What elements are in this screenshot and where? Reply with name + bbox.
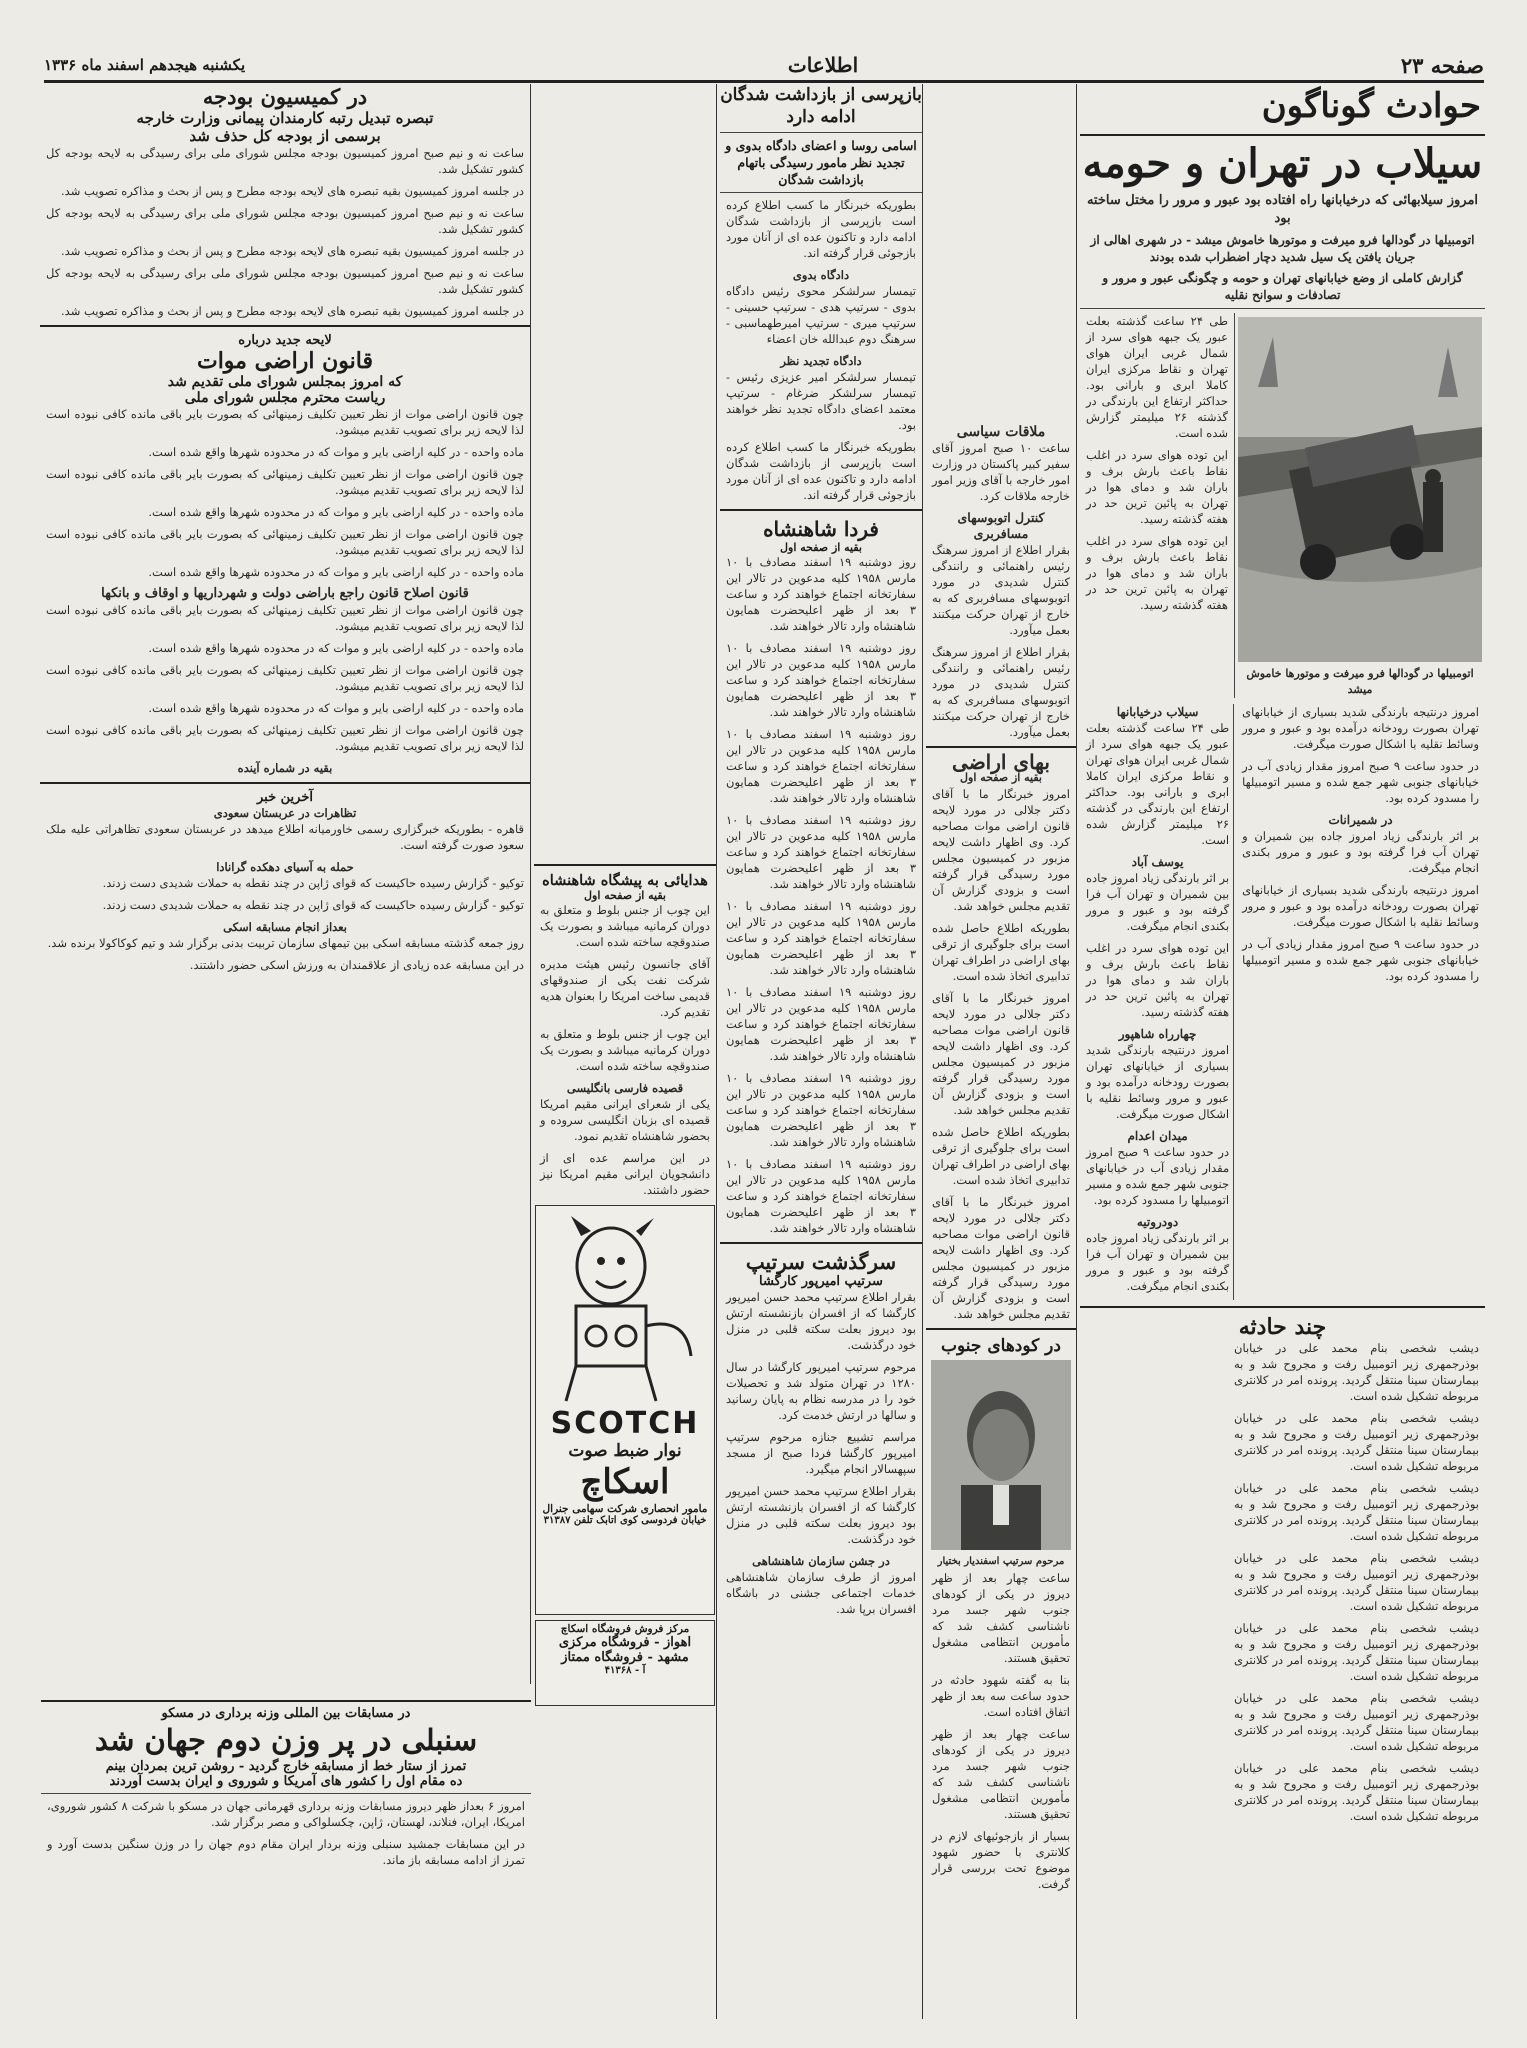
sub-meydan: میدان اعدام [1127, 1129, 1188, 1143]
law-body-11: چون قانون اراضی موات از نظر تعیین تکلیف زمینهائی که بصورت بایر باقی مانده کافی نبوده است لذا لایحه زیر برای تصویب تقدیم میشود. [46, 723, 524, 753]
law-body-8: ماده واحده - در کلیه اراضی بایر و موات که در محدوده شهرها واقع شده است. [148, 641, 524, 655]
shah-box-body-7: روز دوشنبه ۱۹ اسفند مصادف با ۱۰ مارس ۱۹۵۸ کلیه مدعوین در تالار این سفارتخانه اجتماع خواهند کرد و ساعت ۳ بعد از ظهر اعلیحضرت همایون شاهنشاه وارد تالار خواهند شد. [726, 1071, 916, 1149]
box3-body-5: امروز خبرنگار ما با آقای دکتر جلالی در مورد لایحه قانون اراضی موات مصاحبه کرد. وی اظهار داشت لایحه مزبور در کمیسیون مجلس مورد رسیدگی قرار گرفته است و بزودی گزارش آن تقدیم مجلس خواهد شد. [932, 1195, 1070, 1321]
flood-subhead-2: اتومبیلها در گودالها فرو میرفت و موتورها خاموش میشد - در شهری اهالی از جریان یافتن یک سیل شدید دچار اضطراب شده بودند [1090, 233, 1475, 264]
section-title: حوادث گوناگون [1261, 86, 1481, 126]
accident-body-6: دیشب شخصی بنام محمد علی در خیابان بوذرجمهری زیر اتومبیل رفت و مجروح شد و به بیمارستان سینا منتقل گردید. پرونده امر در کلانتری مربوطه تشکیل شده است. [1234, 1691, 1479, 1753]
box3-title: بهای اراضی [952, 750, 1050, 774]
scotch-ad [535, 1205, 715, 1615]
portrait-image [931, 1360, 1071, 1550]
gift-body-3: این چوب از جنس بلوط و متعلق به دوران کرمانیه میباشد و بصورت یک صندوقچه ساخته شده است. [540, 1027, 710, 1073]
box3-sub: بقیه از صفحه اول [960, 771, 1042, 784]
flood-body-1: طی ۲۴ ساعت گذشته بعلت عبور یک جبهه هوای سرد از شمال غربی ایران هوای تهران و نقاط مرکزی ایران کاملا ابری و بارانی بود. حداکثر ارتفاع این بارندگی در گذشته ۲۶ میلیمتر گزارش شده است. [1086, 314, 1228, 440]
sports-body-2: در این مسابقات جمشید سنبلی وزنه بردار ایران مقام دوم جهان را در وزن سنگین بدست آورد و تمرز از ادامه مسابقه باز ماند. [47, 1837, 525, 1867]
law-subhead-2: ریاست محترم مجلس شورای ملی [184, 390, 386, 406]
shah-box-body-6: روز دوشنبه ۱۹ اسفند مصادف با ۱۰ مارس ۱۹۵۸ کلیه مدعوین در تالار این سفارتخانه اجتماع خواهند کرد و ساعت ۳ بعد از ظهر اعلیحضرت همایون شاهنشاه وارد تالار خواهند شد. [726, 985, 916, 1063]
general-box-title: سرگذشت سرتیپ [745, 1250, 897, 1274]
column-2 [926, 84, 1077, 2019]
budget-subhead: تبصره تبدیل رتبه کارمندان پیمانی وزارت خارجه [136, 109, 434, 127]
ad-line-4: خیابان فردوسی کوی اتابک تلفن ۳۱۳۸۷ [543, 1515, 707, 1526]
news-body-3: روز جمعه گذشته مسابقه اسکی بین تیمهای سازمان تربیت بدنی برگزار شد و تیم کوکاکولا برنده شد. [47, 936, 524, 950]
box3-body-2: بطوریکه اطلاع حاصل شده است برای جلوگیری از ترقی بهای اراضی در اطراف تهران تدابیری اتخاذ شده است. [932, 921, 1070, 983]
budget-body-3: ساعت نه و نیم صبح امروز کمیسیون بودجه مجلس شورای ملی برای رسیدگی به لایحه بودجه کل کشور تشکیل شد. [46, 206, 524, 236]
ad-line-1: نوار ضبط صوت [568, 1441, 682, 1461]
news-sub-1: تظاهرات در عربستان سعودی [213, 806, 357, 820]
ad-code: آ - ۴۱۳۶۸ [604, 1665, 646, 1676]
news-body-2b: توکیو - گزارش رسیده حاکیست که قوای ژاپن در چند نقطه به حملات شدیدی دست زدند. [102, 898, 524, 912]
budget-subhead-2: برسمی از بودجه کل حذف شد [189, 127, 381, 145]
law-body-4: ماده واحده - در کلیه اراضی بایر و موات که در محدوده شهرها واقع شده است. [148, 505, 524, 519]
law-body-3-title: قانون اصلاح قانون راجع باراضی دولت و شهرداریها و اوقاف و بانکها [101, 586, 469, 601]
general-body-3: مراسم تشییع جنازه مرحوم سرتیپ امیرپور کارگشا فردا صبح از مسجد سپهسالار انجام میگیرد. [726, 1430, 916, 1476]
box1-title: ملاقات سیاسی [956, 424, 1046, 440]
general-body-4: بقرار اطلاع سرتیپ محمد حسن امیرپور کارگشا که از افسران بازنشسته ارتش بود دیروز بعلت سکته قلبی در منزل خود درگذشت. [726, 1484, 916, 1546]
flood-body-3c: امروز درنتیجه بارندگی شدید بسیاری از خیابانهای تهران بصورت رودخانه درآمده بود و عبور و مرور وسائط نقلیه با اشکال صورت میگرفت. [1086, 1043, 1230, 1121]
law-body-5: چون قانون اراضی موات از نظر تعیین تکلیف زمینهائی که بصورت بایر باقی مانده کافی نبوده است لذا لایحه زیر برای تصویب تقدیم میشود. [46, 527, 524, 557]
sub-chaharrah: چهارراه شاهپور [1118, 1027, 1197, 1041]
ad-line-6: اهواز - فروشگاه مرکزی [558, 1635, 692, 1650]
law-body-1: چون قانون اراضی موات از نظر تعیین تکلیف زمینهائی که بصورت بایر باقی مانده کافی نبوده است لذا لایحه زیر برای تصویب تقدیم میشود. [46, 407, 524, 437]
sub-yusefabad: یوسف آباد [1131, 855, 1184, 869]
column-4 [534, 84, 717, 2019]
shah-box-body-5: روز دوشنبه ۱۹ اسفند مصادف با ۱۰ مارس ۱۹۵۸ کلیه مدعوین در تالار این سفارتخانه اجتماع خواهند کرد و ساعت ۳ بعد از ظهر اعلیحضرت همایون شاهنشاه وارد تالار خواهند شد. [726, 899, 916, 977]
box4-title: در کودهای جنوب [941, 1336, 1061, 1356]
sports-headline: سنبلی در پر وزن دوم جهان شد [94, 1723, 478, 1757]
shah-box-body-2: روز دوشنبه ۱۹ اسفند مصادف با ۱۰ مارس ۱۹۵۸ کلیه مدعوین در تالار این سفارتخانه اجتماع خواهند کرد و ساعت ۳ بعد از ظهر اعلیحضرت همایون شاهنشاه وارد تالار خواهند شد. [726, 641, 916, 719]
flood-body-2: این توده هوای سرد در اغلب نقاط باعث بارش برف و باران شد و دمای هوا در تهران به پائین ترین حد در هفته گذشته رسید. [1086, 448, 1228, 526]
budget-body-1: ساعت نه و نیم صبح امروز کمیسیون بودجه مجلس شورای ملی برای رسیدگی به لایحه بودجه کل کشور تشکیل شد. [46, 146, 524, 176]
box4-caption: مرحوم سرتیپ اسفندیار بختیار [937, 1556, 1065, 1567]
sub-rain: سیلاب درخیابانها [1116, 705, 1199, 719]
sports-body-1: امروز ۶ بعداز ظهر دیروز مسابقات وزنه برداری قهرمانی جهان در مسکو با شرکت ۸ کشور شوروی، امریکا، ایران، فنلاند، لهستان، ژاپن، چکسلواکی و مصر برگزار شد. [47, 1799, 525, 1829]
accident-body-7: دیشب شخصی بنام محمد علی در خیابان بوذرجمهری زیر اتومبیل رفت و مجروح شد و به بیمارستان سینا منتقل گردید. پرونده امر در کلانتری مربوطه تشکیل شده است. [1234, 1761, 1479, 1823]
portrait-photo [931, 1360, 1071, 1550]
paper-name: اطلاعات [787, 53, 859, 77]
date-line: یکشنبه هیجدهم اسفند ماه ۱۳۳۶ [44, 56, 246, 74]
law-body-9: چون قانون اراضی موات از نظر تعیین تکلیف زمینهائی که بصورت بایر باقی مانده کافی نبوده است لذا لایحه زیر برای تصویب تقدیم میشود. [46, 663, 524, 693]
masthead [44, 50, 1484, 83]
flood-body-2b: این توده هوای سرد در اغلب نقاط باعث بارش برف و باران شد و دمای هوا در تهران به پائین ترین حد در هفته گذشته رسید. [1086, 534, 1228, 612]
shah-box-body: روز دوشنبه ۱۹ اسفند مصادف با ۱۰ مارس ۱۹۵۸ کلیه مدعوین در تالار این سفارتخانه اجتماع خواهند کرد و ساعت ۳ بعد از ظهر اعلیحضرت همایون شاهنشاه وارد تالار خواهند شد. [726, 555, 916, 633]
news-body-2: توکیو - گزارش رسیده حاکیست که قوای ژاپن در چند نقطه به حملات شدیدی دست زدند. [102, 876, 524, 890]
law-body-2: ماده واحده - در کلیه اراضی بایر و موات که در محدوده شهرها واقع شده است. [148, 445, 524, 459]
arrest-subhead: اسامی روسا و اعضای دادگاه بدوی و تجدید نظر مامور رسیدگی باتهام بازداشت شدگان [725, 138, 917, 187]
ad-line-5: مرکز فروش فروشگاه اسکاچ [560, 1623, 690, 1635]
sports-sub-2: ده مقام اول را کشور های آمریکا و شوروی و ایران بدست آوردند [109, 1774, 463, 1789]
budget-headline: در کمیسیون بودجه [202, 84, 368, 109]
flood-body-2c: این توده هوای سرد در اغلب نقاط باعث بارش برف و باران شد و دمای هوا در تهران به پائین ترین حد در هفته گذشته رسید. [1086, 941, 1230, 1019]
news-body-1: قاهره - بطوریکه خبرگزاری رسمی خاورمیانه اطلاع میدهد در عربستان سعودی تظاهراتی علیه ملک سعود صورت گرفته است. [46, 822, 524, 852]
ad-line-2: اسکاچ [580, 1462, 670, 1502]
sub-farsi: قصیده فارسی بانگلیسی [566, 1081, 684, 1095]
box5-body: بسیار از بازجوئیهای لازم در کلانتری با حضور شهود موضوع تحت بررسی قرار گرفت. [932, 1829, 1070, 1891]
farsi-body: یکی از شعرای ایرانی مقیم امریکا قصیده ای بزبان انگلیسی سروده و بحضور شاهنشاه تقدیم نمود. [540, 1097, 710, 1143]
gift-body-1: این چوب از جنس بلوط و متعلق به دوران کرمانیه میباشد و بصورت یک صندوقچه ساخته شده است. [540, 903, 710, 949]
general-box-sub: سرتیپ امیرپور کارگشا [759, 1274, 883, 1289]
box3-body: امروز خبرنگار ما با آقای دکتر جلالی در مورد لایحه قانون اراضی موات مصاحبه کرد. وی اظهار داشت لایحه مزبور در کمیسیون مجلس مورد رسیدگی قرار گرفته است و بزودی گزارش آن تقدیم مجلس خواهد شد. [932, 787, 1070, 913]
gift-box-title: هدایائی به پیشگاه شاهنشاه [542, 872, 708, 889]
box3-body-4: بطوریکه اطلاع حاصل شده است برای جلوگیری از ترقی بهای اراضی در اطراف تهران تدابیری اتخاذ شده است. [932, 1125, 1070, 1187]
flood-body-4: در حدود ساعت ۹ صبح امروز مقدار زیادی آب در خیابانهای جنوبی شهر جمع شده و مسیر اتومبیلها را مسدود کرده بود. [1242, 759, 1479, 805]
law-body-3: چون قانون اراضی موات از نظر تعیین تکلیف زمینهائی که بصورت بایر باقی مانده کافی نبوده است لذا لایحه زیر برای تصویب تقدیم میشود. [46, 467, 524, 497]
flood-headline: سیلاب در تهران و حومه [1082, 140, 1483, 187]
farsi-body-2: در این مراسم عده ای از دانشجویان ایرانی مقیم امریکا نیز حضور داشتند. [540, 1151, 710, 1197]
accident-body-3: دیشب شخصی بنام محمد علی در خیابان بوذرجمهری زیر اتومبیل رفت و مجروح شد و به بیمارستان سینا منتقل گردید. پرونده امر در کلانتری مربوطه تشکیل شده است. [1234, 1481, 1479, 1543]
flood-body-4c: در حدود ساعت ۹ صبح امروز مقدار زیادی آب در خیابانهای جنوبی شهر جمع شده و مسیر اتومبیلها را مسدود کرده بود. [1086, 1145, 1230, 1207]
shahanshah-body: امروز از طرف سازمان شاهنشاهی خدمات اجتماعی جشنی در باشگاه افسران برپا شد. [726, 1570, 916, 1616]
sports-title: در مسابقات بین المللی وزنه برداری در مسکو [161, 1706, 411, 1721]
column-budget [40, 84, 531, 1684]
accident-body-4: دیشب شخصی بنام محمد علی در خیابان بوذرجمهری زیر اتومبیل رفت و مجروح شد و به بیمارستان سینا منتقل گردید. پرونده امر در کلانتری مربوطه تشکیل شده است. [1234, 1551, 1479, 1613]
shah-box-title: فردا شاهنشاه [763, 517, 879, 541]
flood-body-5b: بر اثر بارندگی زیاد امروز جاده بین شمیران و تهران آب فرا گرفته بود و عبور و مرور بکندی انجام میگرفت. [1086, 871, 1230, 933]
accident-body-5: دیشب شخصی بنام محمد علی در خیابان بوذرجمهری زیر اتومبیل رفت و مجروح شد و به بیمارستان سینا منتقل گردید. پرونده امر در کلانتری مربوطه تشکیل شده است. [1234, 1621, 1479, 1683]
law-body-6: ماده واحده - در کلیه اراضی بایر و موات که در محدوده شهرها واقع شده است. [148, 565, 524, 579]
flood-body-3b: امروز درنتیجه بارندگی شدید بسیاری از خیابانهای تهران بصورت رودخانه درآمده بود و عبور و مرور وسائط نقلیه با اشکال صورت میگرفت. [1242, 883, 1479, 929]
shah-box-body-4: روز دوشنبه ۱۹ اسفند مصادف با ۱۰ مارس ۱۹۵۸ کلیه مدعوین در تالار این سفارتخانه اجتماع خواهند کرد و ساعت ۳ بعد از ظهر اعلیحضرت همایون شاهنشاه وارد تالار خواهند شد. [726, 813, 916, 891]
sub-shahanshah: در جشن سازمان شاهنشاهی [752, 1554, 890, 1568]
column-flood [1080, 84, 1485, 2019]
gift-box-sub: بقیه از صفحه اول [584, 889, 666, 902]
flood-body-1b: طی ۲۴ ساعت گذشته بعلت عبور یک جبهه هوای سرد از شمال غربی ایران هوای تهران و نقاط مرکزی ایران کاملا ابری و بارانی بود. حداکثر ارتفاع این بارندگی در گذشته ۲۶ میلیمتر گزارش شده است. [1086, 721, 1230, 847]
box3-body-3: امروز خبرنگار ما با آقای دکتر جلالی در مورد لایحه قانون اراضی موات مصاحبه کرد. وی اظهار داشت لایحه مزبور در کمیسیون مجلس مورد رسیدگی قرار گرفته است و بزودی گزارش آن تقدیم مجلس خواهد شد. [932, 991, 1070, 1117]
general-body-1: بقرار اطلاع سرتیپ محمد حسن امیرپور کارگشا که از افسران بازنشسته ارتش بود دیروز بعلت سکته قلبی در منزل خود درگذشت. [726, 1290, 916, 1352]
shah-box-body-3: روز دوشنبه ۱۹ اسفند مصادف با ۱۰ مارس ۱۹۵۸ کلیه مدعوین در تالار این سفارتخانه اجتماع خواهند کرد و ساعت ۳ بعد از ظهر اعلیحضرت همایون شاهنشاه وارد تالار خواهند شد. [726, 727, 916, 805]
page-number: صفحه ۲۳ [1400, 52, 1484, 78]
ad-line-7: مشهد - فروشگاه ممتاز [561, 1650, 689, 1665]
news-sub-3: بعداز انجام مسابقه اسکی [223, 920, 347, 934]
news-title: آخرین خبر [257, 790, 313, 805]
flood-photo-image [1238, 317, 1482, 662]
flood-subhead-3: گزارش کاملی از وضع خیابانهای تهران و حومه و چگونگی عبور و مرور و تصادفات و سوانح نقلیه [1102, 271, 1463, 302]
box4-body: ساعت چهار بعد از ظهر دیروز در یکی از کودهای جنوب شهر جسد مرد ناشناسی کشف شد که مأمورین انتظامی مشغول تحقیق هستند. [932, 1571, 1070, 1665]
budget-body-2: در جلسه امروز کمیسیون بقیه تبصره های لایحه بودجه مطرح و پس از بحث و مذاکره تصویب شد. [61, 184, 524, 198]
law-headline: قانون اراضی موات [196, 348, 374, 374]
news-sub-2: حمله به آسیای دهکده گرانادا [216, 860, 354, 874]
flood-photo [1238, 317, 1482, 662]
box4-body-2: بنا به گفته شهود حادثه در حدود ساعت سه بعد از ظهر اتفاق افتاده است. [932, 1673, 1070, 1719]
column-3 [720, 84, 923, 2019]
sub-tajdid: دادگاه تجدید نظر [780, 354, 862, 368]
chand-hadese-title: چند حادثه [1238, 1314, 1327, 1340]
law-body-7: چون قانون اراضی موات از نظر تعیین تکلیف زمینهائی که بصورت بایر باقی مانده کافی نبوده است لذا لایحه زیر برای تصویب تقدیم میشود. [46, 603, 524, 633]
sports-box [41, 1700, 531, 1972]
arrest-body-1: بطوریکه خبرنگار ما کسب اطلاع کرده است بازپرسی از بازداشت شدگان ادامه دارد و تاکنون عده ای از آنان مورد بازجوئی قرار گرفته اند. [726, 198, 916, 260]
box2-body-2: بقرار اطلاع از امروز سرهنگ رئیس راهنمائی و رانندگی کنترل شدیدی در مورد اتوبوسهای مسافربری که به خارج از تهران حرکت میکنند بعمل میآورد. [932, 645, 1070, 739]
shah-box-body-8: روز دوشنبه ۱۹ اسفند مصادف با ۱۰ مارس ۱۹۵۸ کلیه مدعوین در تالار این سفارتخانه اجتماع خواهند کرد و ساعت ۳ بعد از ظهر اعلیحضرت همایون شاهنشاه وارد تالار خواهند شد. [726, 1157, 916, 1235]
flood-subhead-1: امروز سیلابهائی که درخیابانها راه افتاده بود عبور و مرور را مختل ساخته بود [1086, 193, 1479, 226]
law-note: بقیه در شماره آینده [237, 761, 333, 775]
flood-body-4b: در حدود ساعت ۹ صبح امروز مقدار زیادی آب در خیابانهای جنوبی شهر جمع شده و مسیر اتومبیلها را مسدود کرده بود. [1242, 937, 1479, 983]
flood-body-3: امروز درنتیجه بارندگی شدید بسیاری از خیابانهای تهران بصورت رودخانه درآمده بود و عبور و مرور وسائط نقلیه با اشکال صورت میگرفت. [1242, 705, 1479, 751]
arrest-body-3: تیمسار سرلشکر امیر عزیزی رئیس - تیمسار سرلشکر ضرغام - سرتیپ معتمد اعضای دادگاه تجدید نظر خواهند بود. [726, 370, 916, 432]
flood-body-5: بر اثر بارندگی زیاد امروز جاده بین شمیران و تهران آب فرا گرفته بود و عبور و مرور بکندی انجام میگرفت. [1242, 829, 1479, 875]
shah-box-sub: بقیه از صفحه اول [780, 541, 862, 554]
gift-body-2: آقای جانسون رئیس هیئت مدیره شرکت نفت یکی از صندوقهای قدیمی ساخت امریکا را بعنوان هدیه تقدیم کرد. [540, 957, 710, 1019]
box2-title: کنترل اتوبوسهای مسافربری [957, 510, 1045, 541]
scotch-ad-stores [535, 1620, 715, 1706]
ad-line-3: مامور انحصاری شرکت سهامی جنرال [542, 1503, 708, 1515]
law-subhead: که امروز بمجلس شورای ملی تقدیم شد [167, 374, 403, 390]
scotch-ad-illustration [536, 1206, 714, 1406]
box4-body-3: ساعت چهار بعد از ظهر دیروز در یکی از کودهای جنوب شهر جسد مرد ناشناسی کشف شد که مأمورین انتظامی مشغول تحقیق هستند. [932, 1727, 1070, 1821]
law-body-10: ماده واحده - در کلیه اراضی بایر و موات که در محدوده شهرها واقع شده است. [148, 701, 524, 715]
flood-body-5c: بر اثر بارندگی زیاد امروز جاده بین شمیران و تهران آب فرا گرفته بود و عبور و مرور بکندی انجام میگرفت. [1086, 1231, 1230, 1293]
arrest-headline: بازپرسی از بازداشت شدگان ادامه دارد [720, 85, 922, 127]
budget-body-4: در جلسه امروز کمیسیون بقیه تبصره های لایحه بودجه مطرح و پس از بحث و مذاکره تصویب شد. [61, 244, 524, 258]
budget-body-6: در جلسه امروز کمیسیون بقیه تبصره های لایحه بودجه مطرح و پس از بحث و مذاکره تصویب شد. [61, 304, 524, 318]
budget-body-5: ساعت نه و نیم صبح امروز کمیسیون بودجه مجلس شورای ملی برای رسیدگی به لایحه بودجه کل کشور تشکیل شد. [46, 266, 524, 296]
accident-body-1: دیشب شخصی بنام محمد علی در خیابان بوذرجمهری زیر اتومبیل رفت و مجروح شد و به بیمارستان سینا منتقل گردید. پرونده امر در کلانتری مربوطه تشکیل شده است. [1234, 1341, 1479, 1403]
general-body-2: مرحوم سرتیپ امیرپور کارگشا در سال ۱۲۸۰ در تهران متولد شد و تحصیلات خود را در مدرسه نظام به پایان رسانید و سالها در ارتش خدمت کرد. [726, 1360, 916, 1422]
box2-body: بقرار اطلاع از امروز سرهنگ رئیس راهنمائی و رانندگی کنترل شدیدی در مورد اتوبوسهای مسافربری که به خارج از تهران حرکت میکنند بعمل میآورد. [932, 543, 1070, 637]
accident-body-2: دیشب شخصی بنام محمد علی در خیابان بوذرجمهری زیر اتومبیل رفت و مجروح شد و به بیمارستان سینا منتقل گردید. پرونده امر در کلانتری مربوطه تشکیل شده است. [1234, 1411, 1479, 1473]
arrest-body-2: تیمسار سرلشکر محوی رئیس دادگاه بدوی - سرتیپ هدی - سرتیپ حسینی - سرتیپ میری - سرتیپ امیرطهماسبی - سرهنگ دوم عبدالله خان اعضاء [726, 284, 916, 346]
sub-derdrod: دودروتیه [1136, 1215, 1179, 1229]
sub-badavi: دادگاه بدوی [792, 268, 850, 282]
sports-sub-1: تمرز از ستار خط از مسابقه خارج گردید - روشن ترین بمردان بینم [105, 1759, 467, 1774]
flood-photo-caption: اتومبیلها در گودالها فرو میرفت و موتورها خاموش میشد [1246, 667, 1474, 696]
arrest-body-4: بطوریکه خبرنگار ما کسب اطلاع کرده است بازپرسی از بازداشت شدگان ادامه دارد و تاکنون عده ای از آنان مورد بازجوئی قرار گرفته اند. [726, 440, 916, 502]
law-rule-title: لایحه جدید درباره [238, 333, 332, 348]
sub-shemiran: در شمیرانات [1328, 813, 1393, 827]
box1-body: ساعت ۱۰ صبح امروز آقای سفیر کبیر پاکستان در وزارت امور خارجه با آقای وزیر امور خارجه ملاقات کرد. [932, 441, 1070, 503]
ad-brand: SCOTCH [550, 1406, 700, 1441]
news-body-4: در این مسابقه عده زیادی از علاقمندان به ورزش اسکی حضور داشتند. [189, 958, 524, 972]
